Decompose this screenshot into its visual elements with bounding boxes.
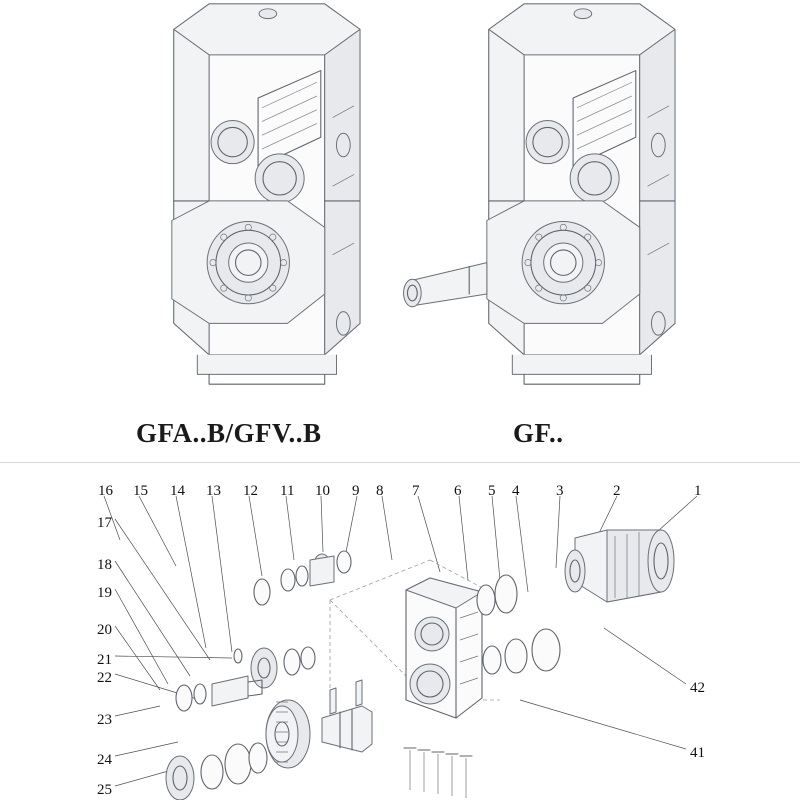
pinion-shafts [322,680,372,752]
callout-top-10: 10 [315,483,330,499]
callout-top-13: 13 [206,483,221,499]
small-parts-top [254,551,351,605]
callout-left-25: 25 [97,782,112,798]
callout-left-20: 20 [97,622,112,638]
callout-top-14: 14 [170,483,185,499]
callout-left-19: 19 [97,585,112,601]
callout-left-21: 21 [97,652,112,668]
callout-right-42: 42 [690,680,705,696]
callout-top-5: 5 [488,483,496,499]
bolts [404,748,472,798]
callout-top-9: 9 [352,483,360,499]
callout-top-15: 15 [133,483,148,499]
callout-top-3: 3 [556,483,564,499]
callout-top-2: 2 [613,483,621,499]
seal-rings [477,575,560,674]
callout-left-22: 22 [97,670,112,686]
callout-top-8: 8 [376,483,384,499]
callout-top-4: 4 [512,483,520,499]
caption-left: GFA..B/GFV..B [136,418,322,448]
callout-top-7: 7 [412,483,420,499]
callout-left-18: 18 [97,557,112,573]
callout-right-41: 41 [690,745,705,761]
callout-left-23: 23 [97,712,112,728]
callout-top-16: 16 [98,483,113,499]
callout-top-12: 12 [243,483,258,499]
callout-left-24: 24 [97,752,112,768]
housing-body [406,578,482,718]
callout-left-17: 17 [97,515,112,531]
callout-top-1: 1 [694,483,702,499]
exploded-parts [166,530,674,800]
callout-top-6: 6 [454,483,462,499]
leader-lines-left [115,519,232,786]
bearings-bottom [166,743,267,800]
callout-top-11: 11 [280,483,295,499]
gear-wheel [266,700,310,768]
caption-right: GF.. [513,418,564,448]
